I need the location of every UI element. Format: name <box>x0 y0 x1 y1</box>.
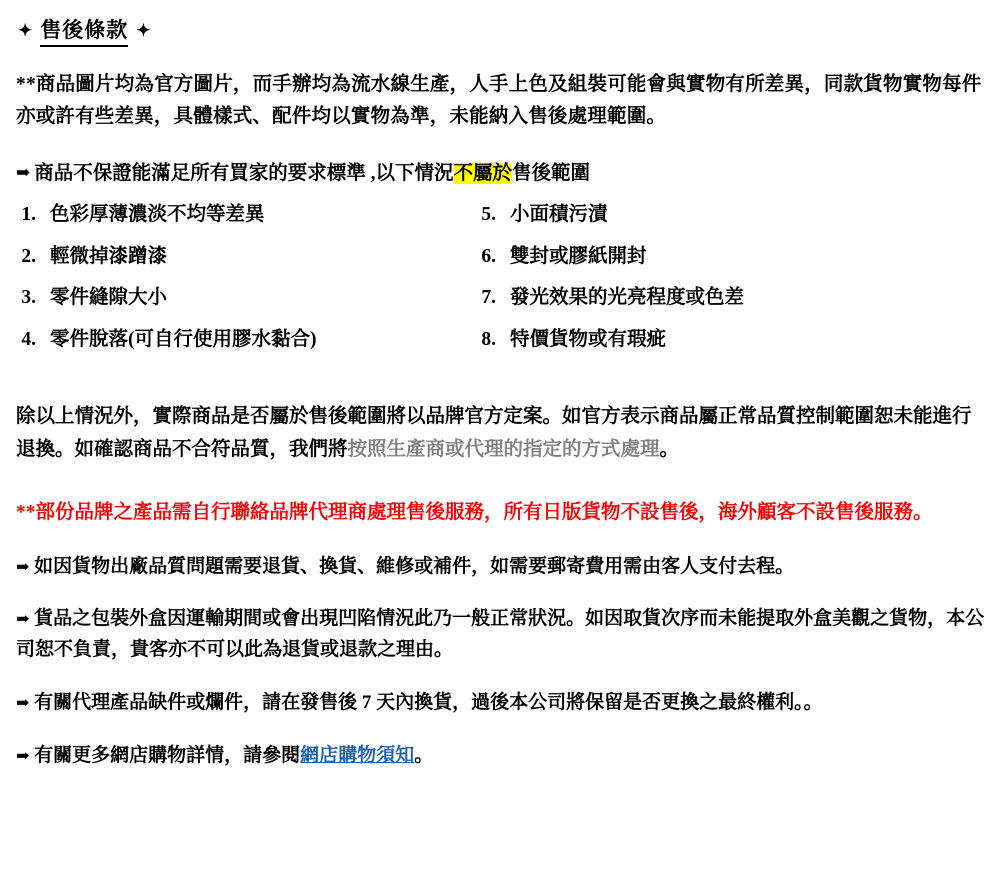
list-item-number: 2. <box>21 245 36 267</box>
exclusion-heading-text <box>34 158 590 189</box>
page-title <box>18 14 986 47</box>
exclusion-heading-before: 商品不保證能滿足所有買家的要求標準 ,以下情況 <box>34 163 454 185</box>
policy-paragraph-grey: 按照生產商或代理的指定的方式處理 <box>347 439 660 461</box>
star-icon-right: ✦ <box>136 21 151 40</box>
policy-paragraph <box>16 401 986 467</box>
bullet-defect-exchange <box>16 688 986 719</box>
list-item-number: 1. <box>21 204 36 226</box>
arrow-icon: ➡ <box>16 611 30 629</box>
page-title-text: 售後條款 <box>40 14 128 47</box>
red-notice: **部份品牌之產品需自行聯絡品牌代理商處理售後服務，所有日版貨物不設售後，海外顧客不設售後服務。 <box>16 501 933 523</box>
bullet-text: 如因貨物出廠品質問題需要退貨、換貨、維修或補件，如需要郵寄費用需由客人支付去程。 <box>34 555 795 577</box>
bullet-more-info <box>16 741 986 772</box>
list-item-label: 輕微掉漆蹭漆 <box>50 245 168 267</box>
list-item <box>476 247 936 267</box>
list-item <box>16 205 456 225</box>
star-icon-left: ✦ <box>18 21 33 40</box>
bullet-packaging-condition <box>16 604 986 666</box>
arrow-icon: ➡ <box>16 694 30 712</box>
bullet-shipping-cost <box>16 552 986 583</box>
list-item-label: 特價貨物或有瑕疵 <box>510 328 667 350</box>
bullet-text-before: 有關更多網店購物詳情，請參閱 <box>34 744 301 766</box>
list-item <box>16 288 456 308</box>
list-item-number: 5. <box>481 204 496 226</box>
list-item-number: 7. <box>481 287 496 309</box>
exclusion-lists <box>16 205 986 371</box>
list-item <box>476 330 936 350</box>
bullet-text: 貨品之包裝外盒因運輸期間或會出現凹陷情況此乃一般正常狀況。如因取貨次序而未能提取外盒美觀之貨物，本公司恕不負責，貴客亦不可以此為退貨或退款之理由。 <box>16 608 985 661</box>
shopping-guide-link[interactable]: 網店購物須知 <box>300 744 415 766</box>
policy-paragraph-black: 除以上情況外，實際商品是否屬於售後範圍將以品牌官方定案。如官方表示商品屬正常品質控制範圍恕未能進行退換。如確認商品不合符品質，我們將 <box>16 406 972 461</box>
exclusion-heading <box>16 158 986 189</box>
list-item-number: 8. <box>481 328 496 350</box>
list-item-number: 6. <box>481 245 496 267</box>
bullet-text-after: 。 <box>414 744 434 766</box>
arrow-icon: ➡ <box>16 747 30 765</box>
exclusion-list-left-column <box>16 205 456 371</box>
exclusion-heading-after: 售後範圍 <box>512 163 591 185</box>
arrow-icon: ➡ <box>16 558 30 576</box>
list-item-number: 4. <box>21 328 36 350</box>
arrow-icon: ➡ <box>16 163 31 183</box>
exclusion-list-right-column <box>456 205 936 371</box>
list-item <box>16 247 456 267</box>
bullet-text: 有關代理產品缺件或爛件，請在發售後 7 天內換貨，過後本公司將保留是否更換之最終權利。。 <box>34 691 823 713</box>
list-item-label: 小面積污漬 <box>510 204 608 226</box>
policy-paragraph-tail: 。 <box>659 439 680 461</box>
exclusion-heading-highlight: 不屬於 <box>453 163 513 185</box>
list-item-label: 色彩厚薄濃淡不均等差異 <box>50 204 265 226</box>
list-item <box>16 330 456 350</box>
list-item <box>476 205 936 225</box>
intro-paragraph: **商品圖片均為官方圖片，而手辦均為流水線生產，人手上色及組裝可能會與實物有所差異，同款貨物實物每件亦或許有些差異，具體樣式、配件均以實物為準，未能納入售後處理範圍。 <box>16 74 982 127</box>
list-item-label: 發光效果的光亮程度或色差 <box>510 287 745 309</box>
list-item-label: 零件縫隙大小 <box>50 287 168 309</box>
list-item-label: 雙封或膠紙開封 <box>510 245 647 267</box>
list-item-label: 零件脫落(可自行使用膠水黏合) <box>50 328 317 350</box>
list-item <box>476 288 936 308</box>
list-item-number: 3. <box>21 287 36 309</box>
